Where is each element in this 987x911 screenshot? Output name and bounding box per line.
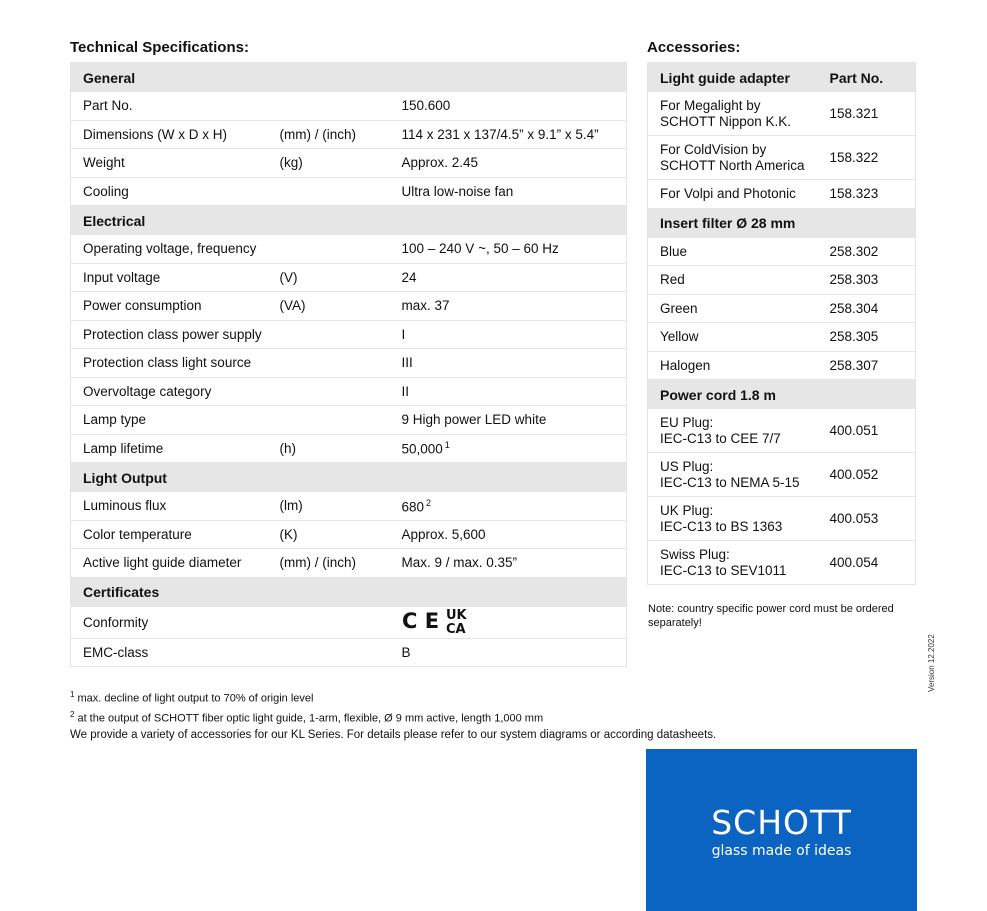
cord-row-name (648, 541, 818, 585)
adapter-row-name-line: SCHOTT Nippon K.K. (660, 113, 792, 129)
spec-value (390, 235, 627, 263)
spec-value-text: 50,000 (401, 441, 443, 457)
spec-value (390, 120, 627, 149)
spec-label: Cooling (71, 177, 268, 206)
filter-row (648, 294, 916, 323)
filter-row (648, 266, 916, 295)
spec-label: Conformity (71, 607, 268, 639)
spec-row (71, 177, 627, 206)
spec-value-text: 100 – 240 V ~, 50 – 60 Hz (401, 241, 559, 257)
spec-value-text: max. 37 (401, 298, 450, 314)
spec-row (71, 149, 627, 178)
spec-unit: (lm) (268, 492, 390, 520)
cord-row-name (648, 497, 818, 541)
spec-row (71, 406, 627, 435)
spec-value-text: Approx. 2.45 (401, 155, 479, 171)
spec-unit: (h) (268, 434, 390, 463)
adapter-header-part: Part No. (818, 63, 916, 93)
footnote (70, 707, 543, 727)
spec-value (390, 349, 627, 378)
spec-value (390, 406, 627, 435)
cord-row (648, 541, 916, 585)
filter-row-name: Yellow (648, 323, 818, 352)
spec-row (71, 263, 627, 292)
spec-value (390, 549, 627, 578)
spec-value-text: 9 High power LED white (401, 412, 547, 428)
spec-label: Lamp type (71, 406, 268, 435)
version-label: Version 12.2022 (927, 634, 936, 692)
spec-row (71, 349, 627, 378)
adapter-header-title: Light guide adapter (648, 63, 818, 93)
cord-row-part: 400.054 (818, 541, 916, 585)
footer-text: We provide a variety of accessories for our KL Series. For details please refer to our system diagrams or according datasheets. (70, 729, 717, 741)
footnote-number: 2 (70, 709, 75, 719)
adapter-header (648, 63, 916, 93)
spec-row (71, 235, 627, 263)
spec-row (71, 120, 627, 149)
spec-label: EMC-class (71, 638, 268, 667)
spec-unit (268, 235, 390, 263)
schott-logo-tagline: glass made of ideas (711, 843, 852, 859)
filter-row-name: Blue (648, 238, 818, 266)
spec-unit: (mm) / (inch) (268, 120, 390, 149)
cord-header (648, 380, 916, 410)
filter-row-name: Halogen (648, 351, 818, 380)
filter-row-part: 258.307 (818, 351, 916, 380)
spec-unit (268, 638, 390, 667)
cord-row (648, 409, 916, 453)
spec-unit (268, 406, 390, 435)
filter-header (648, 208, 916, 238)
spec-row (71, 377, 627, 406)
footnote (70, 687, 543, 707)
spec-unit (268, 177, 390, 206)
spec-label: Part No. (71, 92, 268, 120)
spec-row (71, 320, 627, 349)
spec-section-header (71, 463, 627, 493)
cord-row-name-line: IEC-C13 to SEV1011 (660, 562, 787, 578)
spec-value (390, 263, 627, 292)
schott-logo-box (646, 749, 917, 911)
spec-table (70, 62, 627, 667)
cord-row-part: 400.051 (818, 409, 916, 453)
footnote-text: max. decline of light output to 70% of origin level (77, 692, 314, 705)
spec-value-text: 150.600 (401, 98, 451, 114)
spec-label: Operating voltage, frequency (71, 235, 268, 263)
adapter-row-name (648, 136, 818, 180)
spec-value (390, 434, 627, 463)
spec-label: Dimensions (W x D x H) (71, 120, 268, 149)
adapter-row-part: 158.323 (818, 180, 916, 209)
spec-value (390, 638, 627, 667)
cord-row-name (648, 453, 818, 497)
adapter-row-name (648, 92, 818, 136)
spec-value-text: 114 x 231 x 137/4.5” x 9.1” x 5.4” (401, 126, 599, 142)
spec-label: Power consumption (71, 292, 268, 321)
spec-label: Input voltage (71, 263, 268, 292)
spec-row (71, 292, 627, 321)
cord-row-name-line: UK Plug: (660, 502, 714, 518)
spec-value (390, 177, 627, 206)
filter-row-part: 258.304 (818, 294, 916, 323)
spec-label: Color temperature (71, 520, 268, 549)
spec-unit: (V) (268, 263, 390, 292)
spec-row (71, 638, 627, 667)
spec-label: Protection class power supply (71, 320, 268, 349)
ce-mark-text: C E (401, 608, 439, 633)
cord-header-part (818, 380, 916, 410)
uk-mark-text: UK (445, 607, 467, 623)
footnote-text: at the output of SCHOTT fiber optic light guide, 1-arm, flexible, Ø 9 mm active, length 1,000 mm (77, 712, 544, 725)
spec-value-text: I (401, 326, 406, 342)
spec-value-text: Approx. 5,600 (401, 526, 486, 542)
spec-row (71, 607, 627, 639)
accessories-heading: Accessories: (647, 39, 741, 56)
spec-value (390, 149, 627, 178)
footnote-ref: 1 (444, 440, 450, 450)
power-cord-note: Note: country specific power cord must be ordered separately! (648, 603, 894, 629)
spec-unit: (mm) / (inch) (268, 549, 390, 578)
cord-row-part: 400.053 (818, 497, 916, 541)
spec-row (71, 492, 627, 520)
accessories-table-wrap (647, 62, 916, 585)
spec-table-wrap (70, 62, 627, 667)
filter-row-part: 258.303 (818, 266, 916, 295)
spec-label: Lamp lifetime (71, 434, 268, 463)
cord-row-name-line: IEC-C13 to NEMA 5-15 (660, 474, 800, 490)
adapter-row-name-line: For Megalight by (660, 97, 761, 113)
adapter-row-part: 158.321 (818, 92, 916, 136)
spec-section-header (71, 63, 627, 93)
spec-section-title: Light Output (71, 463, 627, 493)
filter-header-part (818, 208, 916, 238)
filter-row-name: Green (648, 294, 818, 323)
spec-value (390, 520, 627, 549)
spec-value-text: Ultra low-noise fan (401, 183, 514, 199)
adapter-row-name-line: SCHOTT North America (660, 157, 805, 173)
filter-row (648, 323, 916, 352)
spec-value-text: Max. 9 / max. 0.35” (401, 555, 518, 571)
cord-row-name (648, 409, 818, 453)
cord-row-name-line: Swiss Plug: (660, 546, 730, 562)
spec-unit: (VA) (268, 292, 390, 321)
adapter-row-name-line: For Volpi and Photonic (660, 186, 796, 202)
adapter-row (648, 180, 916, 209)
cord-row-name-line: US Plug: (660, 458, 714, 474)
adapter-row-name (648, 180, 818, 209)
spec-unit (268, 92, 390, 120)
spec-value (390, 607, 627, 639)
cord-row-part: 400.052 (818, 453, 916, 497)
adapter-row (648, 136, 916, 180)
ca-mark-text: CA (445, 621, 466, 635)
spec-unit: (K) (268, 520, 390, 549)
spec-value (390, 492, 627, 520)
filter-row-name: Red (648, 266, 818, 295)
filter-header-title: Insert filter Ø 28 mm (648, 208, 818, 238)
spec-value (390, 320, 627, 349)
cord-header-title: Power cord 1.8 m (648, 380, 818, 410)
spec-unit (268, 607, 390, 639)
footnote-number: 1 (70, 690, 75, 699)
spec-label: Luminous flux (71, 492, 268, 520)
spec-value (390, 292, 627, 321)
spec-label: Protection class light source (71, 349, 268, 378)
filter-row-part: 258.305 (818, 323, 916, 352)
spec-unit: (kg) (268, 149, 390, 178)
adapter-row (648, 92, 916, 136)
spec-label: Overvoltage category (71, 377, 268, 406)
spec-unit (268, 320, 390, 349)
footnote-ref: 2 (426, 497, 432, 508)
spec-section-header (71, 206, 627, 236)
spec-section-title: General (71, 63, 627, 93)
footnotes (70, 687, 543, 726)
spec-unit (268, 377, 390, 406)
spec-label: Active light guide diameter (71, 549, 268, 578)
filter-row (648, 351, 916, 380)
spec-unit (268, 349, 390, 378)
filter-row-part: 258.302 (818, 238, 916, 266)
spec-value (390, 377, 627, 406)
accessories-table (647, 62, 916, 585)
spec-heading: Technical Specifications: (70, 39, 249, 56)
spec-value-text: B (401, 644, 411, 660)
cord-row-name-line: IEC-C13 to CEE 7/7 (660, 430, 781, 446)
spec-row (71, 520, 627, 549)
spec-value (390, 92, 627, 120)
adapter-row-name-line: For ColdVision by (660, 141, 767, 157)
filter-row (648, 238, 916, 266)
spec-section-header (71, 577, 627, 607)
spec-value-text: III (401, 355, 413, 371)
conformity-marks (402, 607, 474, 638)
ce-ukca-marks-icon (402, 607, 474, 635)
spec-section-title: Electrical (71, 206, 627, 236)
spec-value-text: 680 (401, 499, 425, 514)
spec-value-text: 24 (401, 269, 417, 285)
spec-value-text: II (401, 383, 410, 399)
cord-row (648, 453, 916, 497)
cord-row-name-line: EU Plug: (660, 414, 714, 430)
spec-section-title: Certificates (71, 577, 627, 607)
spec-row (71, 92, 627, 120)
cord-row (648, 497, 916, 541)
spec-row (71, 549, 627, 578)
spec-row (71, 434, 627, 463)
cord-row-name-line: IEC-C13 to BS 1363 (660, 518, 783, 534)
adapter-row-part: 158.322 (818, 136, 916, 180)
schott-logo-wordmark: SCHOTT (711, 803, 852, 842)
spec-label: Weight (71, 149, 268, 178)
